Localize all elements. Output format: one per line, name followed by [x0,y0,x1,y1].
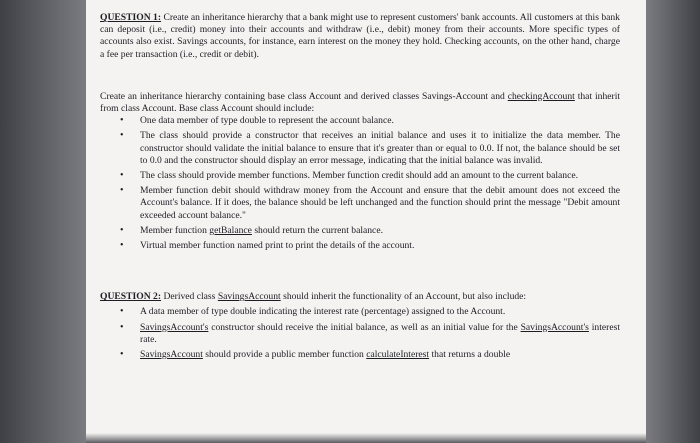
bullet-icon: • [120,349,124,361]
bullet-icon: • [120,170,124,182]
left-shadow [0,0,86,443]
list-item-text: interest rate. [140,321,620,345]
list-item-text: should return the current balance. [254,224,383,236]
list-item-text: constructor should receive the initial balance, as well as an initial value for the [211,321,518,333]
bullet-icon: • [120,185,124,197]
list-item-text: The class should provide member functions. Member function credit should add an amount to the current balance. [140,170,578,182]
list-item [100,322,620,346]
list-item-text: One data member of type double to represent the account balance. [140,115,394,127]
savingsaccount-term: SavingsAccount [140,349,203,361]
q1-bullet-list [100,115,620,252]
q1-label: QUESTION 1: [100,12,162,23]
q1-task-text: Create an inheritance hierarchy containing base class Account and derived classes Savings-Account and [100,90,505,102]
document-content [100,12,620,364]
bullet-icon: • [120,115,124,127]
q2-bullet-list [100,306,620,361]
list-item [100,349,620,361]
q1-task [100,91,620,115]
q1-intro [100,12,620,61]
savingsaccount-term: SavingsAccount's [520,321,589,333]
q2-intro-text: Derived class [163,291,216,303]
savingsaccount-term: SavingsAccount's [140,321,209,333]
q2-label: QUESTION 2: [100,291,162,303]
list-item [100,225,620,237]
right-shadow [646,0,700,443]
bullet-icon: • [120,306,124,318]
list-item [100,185,620,222]
list-item-text: Member function debit should withdraw money from the Account and ensure that the debit amount does not exceed the Account's balance. If it does, the balance should be left unchanged and the function should print the message "Debit amount exceeded account balance." [140,185,620,221]
list-item-text: Member function [140,224,207,236]
list-item-text: The class should provide a constructor that receives an initial balance and uses it to initialize the data member. The constructor should validate the initial balance to ensure that it's greater than or equal to 0.0. If not, the balance should be set to 0.0 and the constructor should display an error message, indicating that the initial balance was invalid. [140,130,620,166]
list-item-text: Virtual member function named print to print the details of the account. [140,240,415,252]
bottom-shadow [86,433,646,443]
bullet-icon: • [120,130,124,142]
list-item [100,306,620,318]
list-item-text: should provide a public member function [205,349,364,361]
list-item-text: that returns a double [431,349,511,361]
q1-intro-text: Create an inheritance hierarchy that a bank might use to represent customers' bank accounts. All customers at this bank can deposit (i.e., credit) money into their accounts and withdraw (i.e., debit) money from their accounts. More specific types of accounts also exist. Savings accounts, for instance, earn interest on the money they hold. Checking accounts, on the other hand, charge a fee per transaction (i.e., credit or debit). [100,12,620,60]
checkingaccount-term: checkingAccount [507,90,575,102]
list-item [100,240,620,252]
list-item-text: A data member of type double indicating the interest rate (percentage) assigned to the Account. [140,306,506,318]
calculateinterest-term: calculateInterest [366,349,430,361]
q2-intro-after: should inherit the functionality of an Account, but also include: [283,291,527,303]
bullet-icon: • [120,224,124,236]
document-page [86,0,646,443]
getbalance-term: getBalance [209,224,252,236]
savingsaccount-term: SavingsAccount [217,291,281,303]
q2-intro [100,291,620,303]
bullet-icon: • [120,321,124,333]
bullet-icon: • [120,240,124,252]
q1-task-after: that inherit from class Account. Base class Account should include: [100,90,621,115]
list-item [100,130,620,167]
list-item [100,170,620,182]
list-item [100,115,620,127]
